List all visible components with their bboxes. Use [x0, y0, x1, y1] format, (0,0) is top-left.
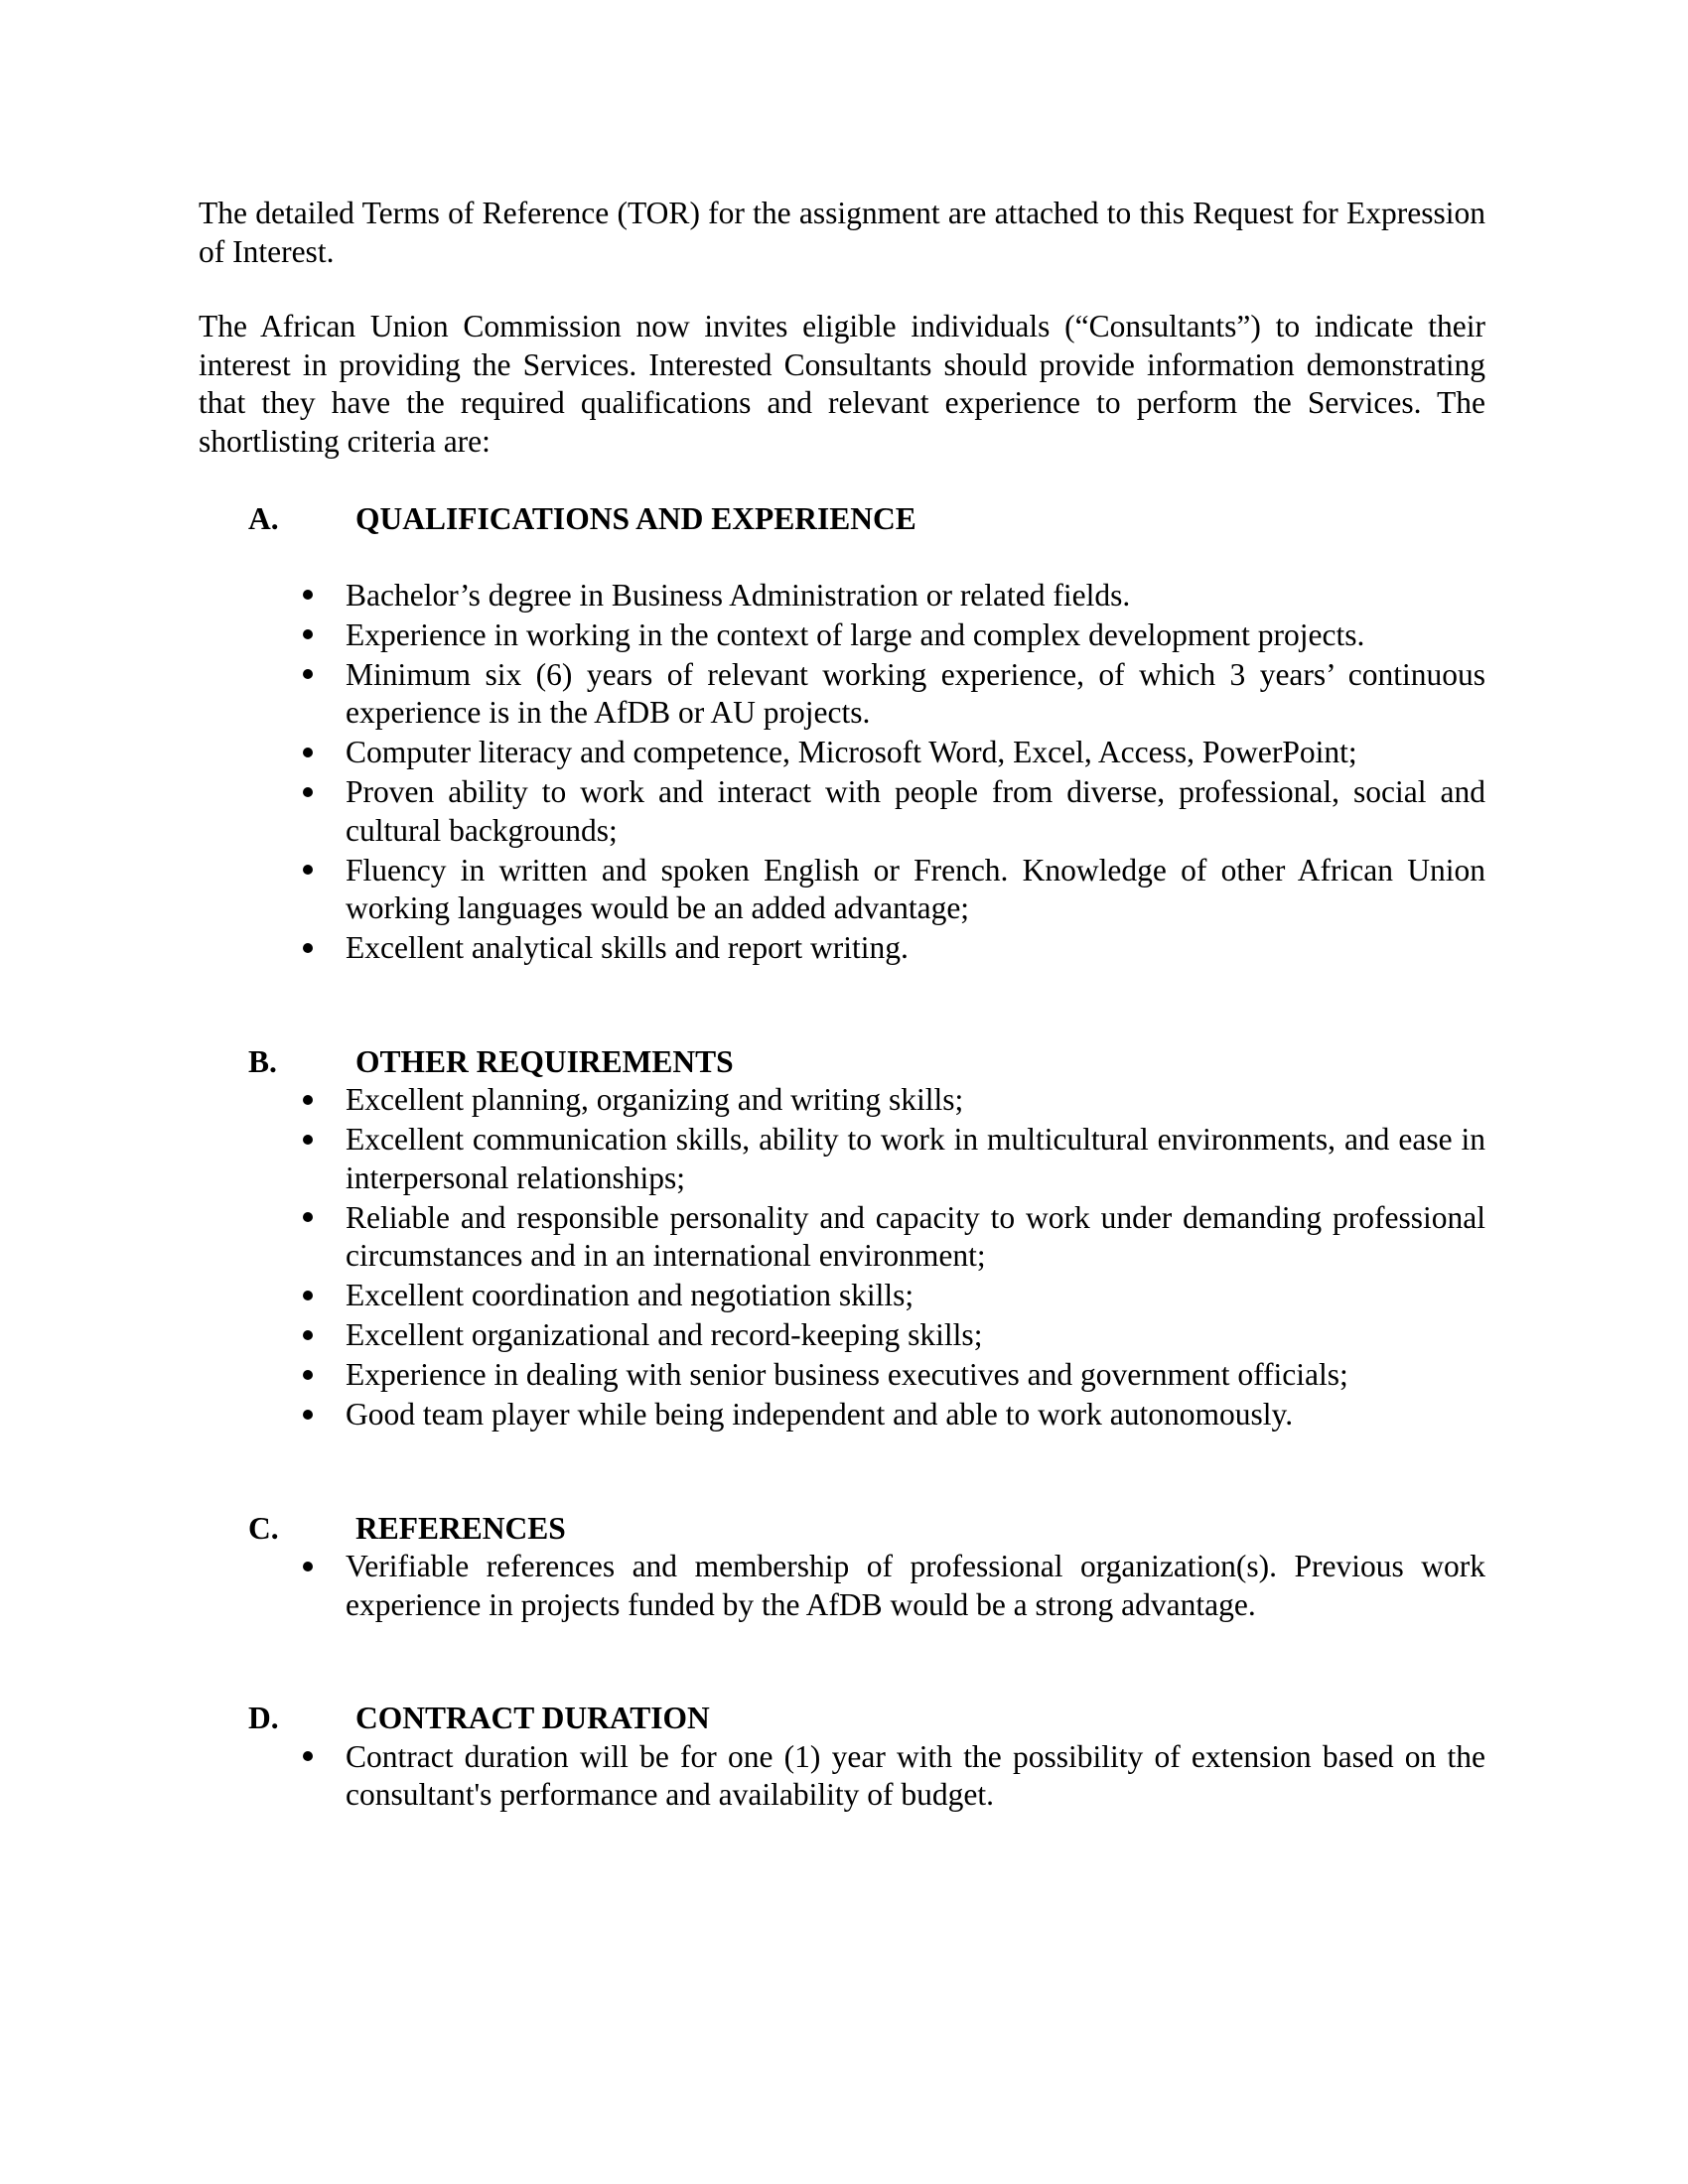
section-contract-duration [199, 1700, 1485, 1815]
list-item-text: Minimum six (6) years of relevant working experience, of which 3 years’ continuous experience is in the AfDB or AU projects. [346, 656, 1485, 730]
list-item [346, 773, 1485, 850]
section-other-requirements [199, 1043, 1485, 1434]
bullet-icon [298, 656, 318, 695]
bullet-icon [298, 1277, 318, 1315]
list-item [346, 1316, 1485, 1355]
list-item-text: Proven ability to work and interact with people from diverse, professional, social and cultural backgrounds; [346, 774, 1485, 848]
section-title: CONTRACT DURATION [355, 1701, 710, 1735]
list-item-text: Experience in working in the context of large and complex development projects. [346, 616, 1365, 652]
intro-paragraph-tor: The detailed Terms of Reference (TOR) for the assignment are attached to this Request for Expression of Interest. [199, 196, 1485, 269]
section-heading [248, 1043, 1485, 1082]
list-item [346, 1121, 1485, 1197]
list-item-text: Excellent coordination and negotiation skills; [346, 1278, 914, 1312]
list-item [346, 852, 1485, 928]
bullet-icon [298, 773, 318, 812]
list-item-text: Good team player while being independent and able to work autonomously. [346, 1397, 1294, 1432]
list-item-text: Fluency in written and spoken English or French. Knowledge of other African Union working languages would be an added advantage; [346, 852, 1485, 925]
list-item-text: Excellent communication skills, ability to work in multicultural environments, and ease in interpersonal relationships; [346, 1122, 1485, 1195]
list-item-text: Excellent planning, organizing and writing skills; [346, 1082, 964, 1117]
list-item [346, 1738, 1485, 1815]
bullet-list [199, 577, 1485, 968]
list-item [346, 1356, 1485, 1395]
bullet-icon [298, 734, 318, 772]
bullet-list [199, 1081, 1485, 1434]
list-item-text: Contract duration will be for one (1) year with the possibility of extension based on the consultant's performance and availability of budget. [346, 1738, 1485, 1812]
list-item-text: Computer literacy and competence, Microsoft Word, Excel, Access, PowerPoint; [346, 735, 1357, 769]
section-letter: B. [248, 1043, 277, 1079]
list-item [346, 1396, 1485, 1434]
bullet-icon [298, 1316, 318, 1355]
intro-paragraph-invitation: The African Union Commission now invites eligible individuals (“Consultants”) to indicate their interest in providing the Services. Interested Consultants should provide information demonstrating that they have the required qualifications and relevant experience to perform the Services. The shortlisting criteria are: [199, 309, 1485, 459]
document-page [199, 195, 1485, 1816]
bullet-icon [298, 1548, 318, 1586]
list-item [346, 734, 1485, 772]
list-item-text: Excellent analytical skills and report writing. [346, 930, 909, 965]
list-item-text: Verifiable references and membership of professional organization(s). Previous work experience in projects funded by the AfDB would be a strong advantage. [346, 1549, 1485, 1622]
bullet-icon [298, 929, 318, 968]
bullet-icon [298, 1081, 318, 1120]
list-item [346, 1081, 1485, 1120]
list-item [346, 1277, 1485, 1315]
section-references [199, 1510, 1485, 1625]
section-title: OTHER REQUIREMENTS [355, 1043, 734, 1079]
section-heading [248, 1700, 1485, 1738]
section-heading [248, 500, 1485, 539]
bullet-icon [298, 1121, 318, 1160]
section-letter: D. [248, 1701, 279, 1735]
list-item-text: Excellent organizational and record-keeping skills; [346, 1317, 983, 1352]
bullet-list [199, 1548, 1485, 1624]
section-qualifications-and-experience [199, 500, 1485, 968]
bullet-icon [298, 1356, 318, 1395]
list-item-text: Bachelor’s degree in Business Administration or related fields. [346, 577, 1131, 613]
bullet-icon [298, 1738, 318, 1777]
list-item-text: Experience in dealing with senior business executives and government officials; [346, 1357, 1348, 1392]
bullet-icon [298, 577, 318, 615]
bullet-icon [298, 616, 318, 655]
section-letter: A. [248, 501, 279, 536]
list-item [346, 577, 1485, 615]
section-letter: C. [248, 1510, 279, 1546]
list-item [346, 929, 1485, 968]
bullet-icon [298, 1396, 318, 1434]
bullet-icon [298, 852, 318, 890]
section-title: QUALIFICATIONS AND EXPERIENCE [355, 501, 916, 536]
list-item [346, 1199, 1485, 1276]
bullet-list [199, 1738, 1485, 1815]
section-title: REFERENCES [355, 1510, 566, 1546]
list-item [346, 1548, 1485, 1624]
list-item-text: Reliable and responsible personality and capacity to work under demanding professional circumstances and in an international environment; [346, 1199, 1485, 1273]
section-heading [248, 1510, 1485, 1549]
list-item [346, 656, 1485, 733]
bullet-icon [298, 1199, 318, 1238]
list-item [346, 616, 1485, 655]
